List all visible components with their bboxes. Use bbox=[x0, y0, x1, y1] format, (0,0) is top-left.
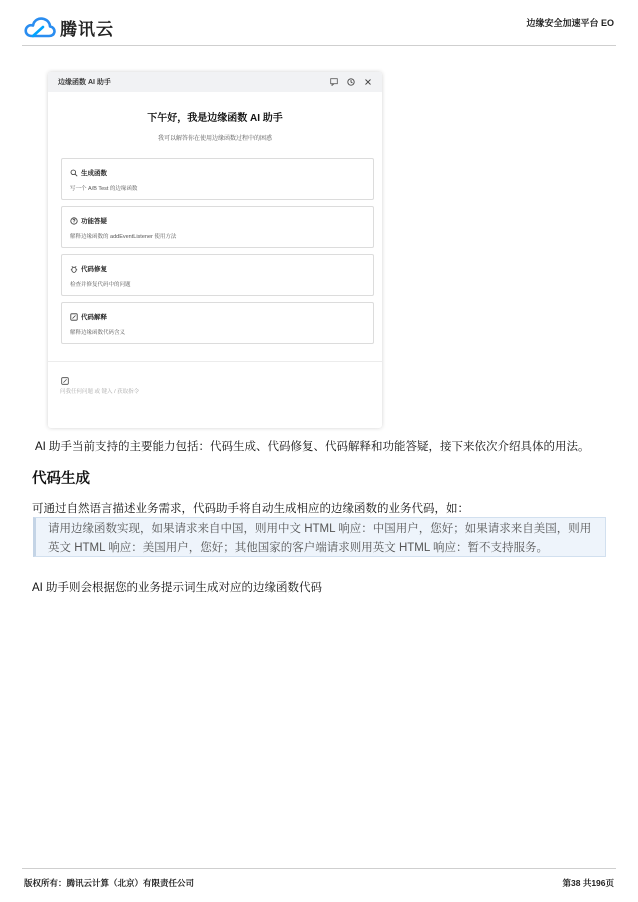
brand-logo bbox=[24, 14, 114, 40]
card-title: 功能答疑 bbox=[81, 218, 107, 225]
assistant-titlebar bbox=[48, 72, 382, 92]
assistant-divider bbox=[48, 361, 382, 362]
question-icon bbox=[70, 217, 78, 225]
assistant-greeting: 下午好，我是边缘函数 AI 助手 bbox=[147, 113, 283, 124]
card-desc: 检查并修复代码中的问题 bbox=[70, 282, 131, 288]
card-generate-function[interactable] bbox=[61, 158, 374, 200]
card-code-explain[interactable] bbox=[61, 302, 374, 344]
section-lead: 可通过自然语言描述业务需求，代码助手将自动生成相应的边缘函数的业务代码，如： bbox=[32, 503, 469, 515]
close-icon[interactable] bbox=[364, 78, 372, 86]
after-quote-paragraph: AI 助手则会根据您的业务提示词生成对应的边缘函数代码 bbox=[32, 582, 323, 594]
assistant-input[interactable]: 问我任何问题 或 键入 / 获取指令 bbox=[60, 389, 140, 395]
card-title: 生成函数 bbox=[81, 170, 107, 177]
search-icon bbox=[70, 169, 78, 177]
card-code-fix[interactable] bbox=[61, 254, 374, 296]
section-heading: 代码生成 bbox=[32, 471, 90, 487]
card-desc: 解释边缘函数代码含义 bbox=[70, 330, 126, 336]
card-desc: 解释边缘函数的 addEventListener 使用方法 bbox=[70, 234, 177, 240]
doc-title: 边缘安全加速平台 EO bbox=[526, 18, 614, 28]
suggestion-cards bbox=[61, 158, 374, 344]
brand-name: 腾讯云 bbox=[60, 19, 114, 39]
copyright-text: 版权所有：腾讯云计算（北京）有限责任公司 bbox=[24, 878, 195, 888]
card-title: 代码解释 bbox=[81, 314, 107, 321]
card-desc: 写一个 A/B Test 的边缘函数 bbox=[70, 186, 138, 192]
history-icon[interactable] bbox=[347, 78, 355, 86]
quote-line: 请用边缘函数实现，如果请求来自中国，则用中文 HTML 响应：中国用户，您好；如果请求来自美国，则用 bbox=[48, 523, 592, 535]
assistant-subtitle: 我可以解答你在使用边缘函数过程中的困惑 bbox=[157, 136, 272, 142]
card-title: 代码修复 bbox=[81, 266, 107, 273]
code-doc-icon bbox=[70, 313, 78, 321]
assistant-window-title: 边缘函数 AI 助手 bbox=[58, 79, 111, 86]
page-number: 第38 共196页 bbox=[562, 878, 614, 888]
page-footer bbox=[22, 868, 616, 888]
intro-paragraph: AI 助手当前支持的主要能力包括：代码生成、代码修复、代码解释和功能答疑，接下来依次介绍具体的用法。 bbox=[35, 441, 590, 453]
ai-assistant-screenshot bbox=[48, 72, 382, 428]
quote-line: 英文 HTML 响应：美国用户，您好；其他国家的客户端请求则用英文 HTML 响应：暂不支持服务。 bbox=[48, 542, 549, 554]
cloud-logo-icon bbox=[24, 16, 56, 38]
bug-icon bbox=[70, 265, 78, 273]
edit-icon[interactable] bbox=[61, 372, 69, 380]
card-feature-qa[interactable] bbox=[61, 206, 374, 248]
prompt-example-quote bbox=[33, 517, 606, 557]
page-header bbox=[22, 14, 616, 46]
chat-icon[interactable] bbox=[330, 78, 338, 86]
